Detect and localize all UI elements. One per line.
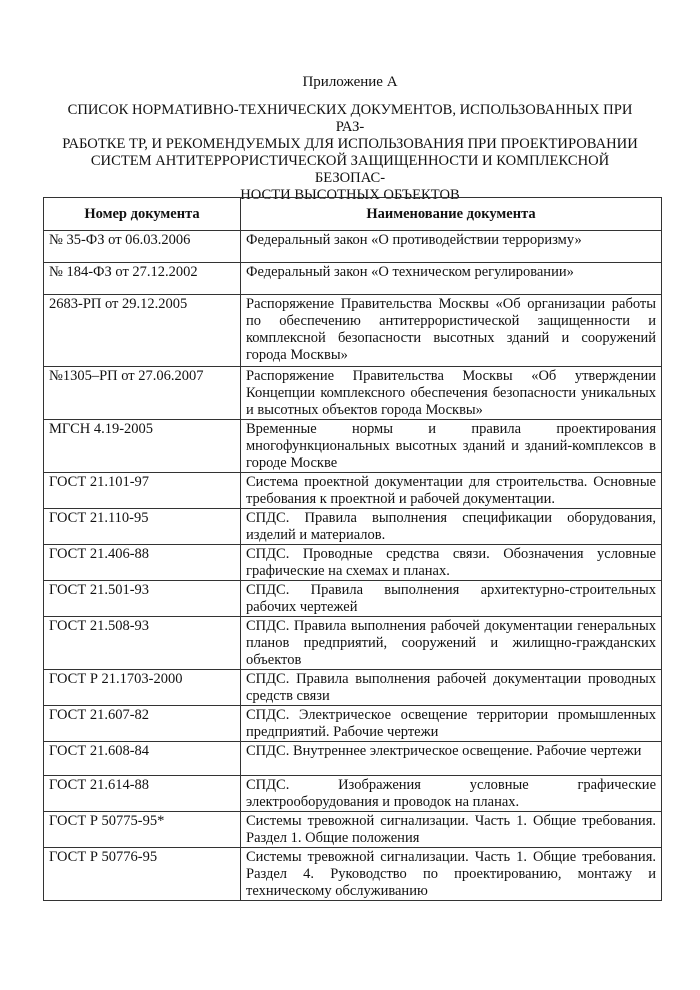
document-name-cell: Временные нормы и правила проектирования многофункциональных высотных зданий и зданий-комплексов в городе Москве (241, 420, 662, 473)
table-row (44, 420, 662, 473)
table-row (44, 295, 662, 367)
table-row (44, 617, 662, 670)
title-line: СИСТЕМ АНТИТЕРРОРИСТИЧЕСКОЙ ЗАЩИЩЕННОСТИ И КОМПЛЕКСНОЙ БЕЗОПАС- (90, 153, 610, 186)
document-number-cell: 2683-РП от 29.12.2005 (44, 295, 241, 367)
document-number-cell: ГОСТ Р 50775-95* (44, 812, 241, 848)
table-row (44, 812, 662, 848)
title-line: РАБОТКЕ ТР, И РЕКОМЕНДУЕМЫХ ДЛЯ ИСПОЛЬЗОВАНИЯ ПРИ ПРОЕКТИРОВАНИИ (62, 136, 638, 152)
document-name-cell: Системы тревожной сигнализации. Часть 1. Общие требования. Раздел 4. Руководство по проектированию, монтажу и техническому обслуживанию (241, 848, 662, 901)
document-name-cell: Распоряжение Правительства Москвы «Об утверждении Концепции комплексного обеспечения безопасности уникальных и высотных объектов города Москвы» (241, 367, 662, 420)
document-number-cell: ГОСТ 21.501-93 (44, 581, 241, 617)
table-row (44, 581, 662, 617)
table-row (44, 509, 662, 545)
document-name-cell: СПДС. Внутреннее электрическое освещение. Рабочие чертежи (241, 742, 662, 776)
document-name-cell: Распоряжение Правительства Москвы «Об организации работы по обеспечению антитеррористической защищенности и комплексной безопасности высотных зданий и сооружений города Москвы» (241, 295, 662, 367)
document-name-cell: СПДС. Правила выполнения архитектурно-строительных рабочих чертежей (241, 581, 662, 617)
document-name-cell: Система проектной документации для строительства. Основные требования к проектной и рабочей документации. (241, 473, 662, 509)
column-header-number: Номер документа (44, 198, 241, 231)
table-row (44, 263, 662, 295)
title-line: СПИСОК НОРМАТИВНО-ТЕХНИЧЕСКИХ ДОКУМЕНТОВ, ИСПОЛЬЗОВАННЫХ ПРИ РАЗ- (67, 102, 633, 135)
document-name-cell: СПДС. Изображения условные графические электрооборудования и проводок на планах. (241, 776, 662, 812)
title-line: НОСТИ ВЫСОТНЫХ ОБЪЕКТОВ (240, 187, 460, 203)
document-number-cell: МГСН 4.19-2005 (44, 420, 241, 473)
document-number-cell: ГОСТ Р 50776-95 (44, 848, 241, 901)
table-row (44, 231, 662, 263)
document-name-cell: Системы тревожной сигнализации. Часть 1. Общие требования. Раздел 1. Общие положения (241, 812, 662, 848)
document-name-cell: СПДС. Правила выполнения рабочей документации генеральных планов предприятий, сооружений и жилищно-гражданских объектов (241, 617, 662, 670)
document-name-cell: СПДС. Правила выполнения рабочей документации проводных средств связи (241, 670, 662, 706)
document-number-cell: ГОСТ 21.101-97 (44, 473, 241, 509)
document-number-cell: ГОСТ 21.607-82 (44, 706, 241, 742)
table-header-row (44, 198, 662, 231)
document-number-cell: № 184-ФЗ от 27.12.2002 (44, 263, 241, 295)
document-name-cell: Федеральный закон «О противодействии терроризму» (241, 231, 662, 263)
table-body (44, 231, 662, 901)
table-row (44, 706, 662, 742)
table-row (44, 742, 662, 776)
document-number-cell: ГОСТ 21.406-88 (44, 545, 241, 581)
document-number-cell: ГОСТ 21.608-84 (44, 742, 241, 776)
document-name-cell: Федеральный закон «О техническом регулировании» (241, 263, 662, 295)
table-row (44, 545, 662, 581)
document-number-cell: № 35-ФЗ от 06.03.2006 (44, 231, 241, 263)
document-title (60, 102, 640, 204)
table-row (44, 473, 662, 509)
document-number-cell: ГОСТ Р 21.1703-2000 (44, 670, 241, 706)
column-header-name: Наименование документа (241, 198, 662, 231)
document-number-cell: №1305–РП от 27.06.2007 (44, 367, 241, 420)
table-row (44, 848, 662, 901)
document-name-cell: СПДС. Правила выполнения спецификации оборудования, изделий и материалов. (241, 509, 662, 545)
appendix-label: Приложение А (302, 74, 398, 90)
document-name-cell: СПДС. Проводные средства связи. Обозначения условные графические на схемах и планах. (241, 545, 662, 581)
document-number-cell: ГОСТ 21.110-95 (44, 509, 241, 545)
document-name-cell: СПДС. Электрическое освещение территории промышленных предприятий. Рабочие чертежи (241, 706, 662, 742)
table-row (44, 776, 662, 812)
table-row (44, 670, 662, 706)
table-row (44, 367, 662, 420)
documents-table (43, 197, 662, 901)
document-number-cell: ГОСТ 21.614-88 (44, 776, 241, 812)
document-number-cell: ГОСТ 21.508-93 (44, 617, 241, 670)
